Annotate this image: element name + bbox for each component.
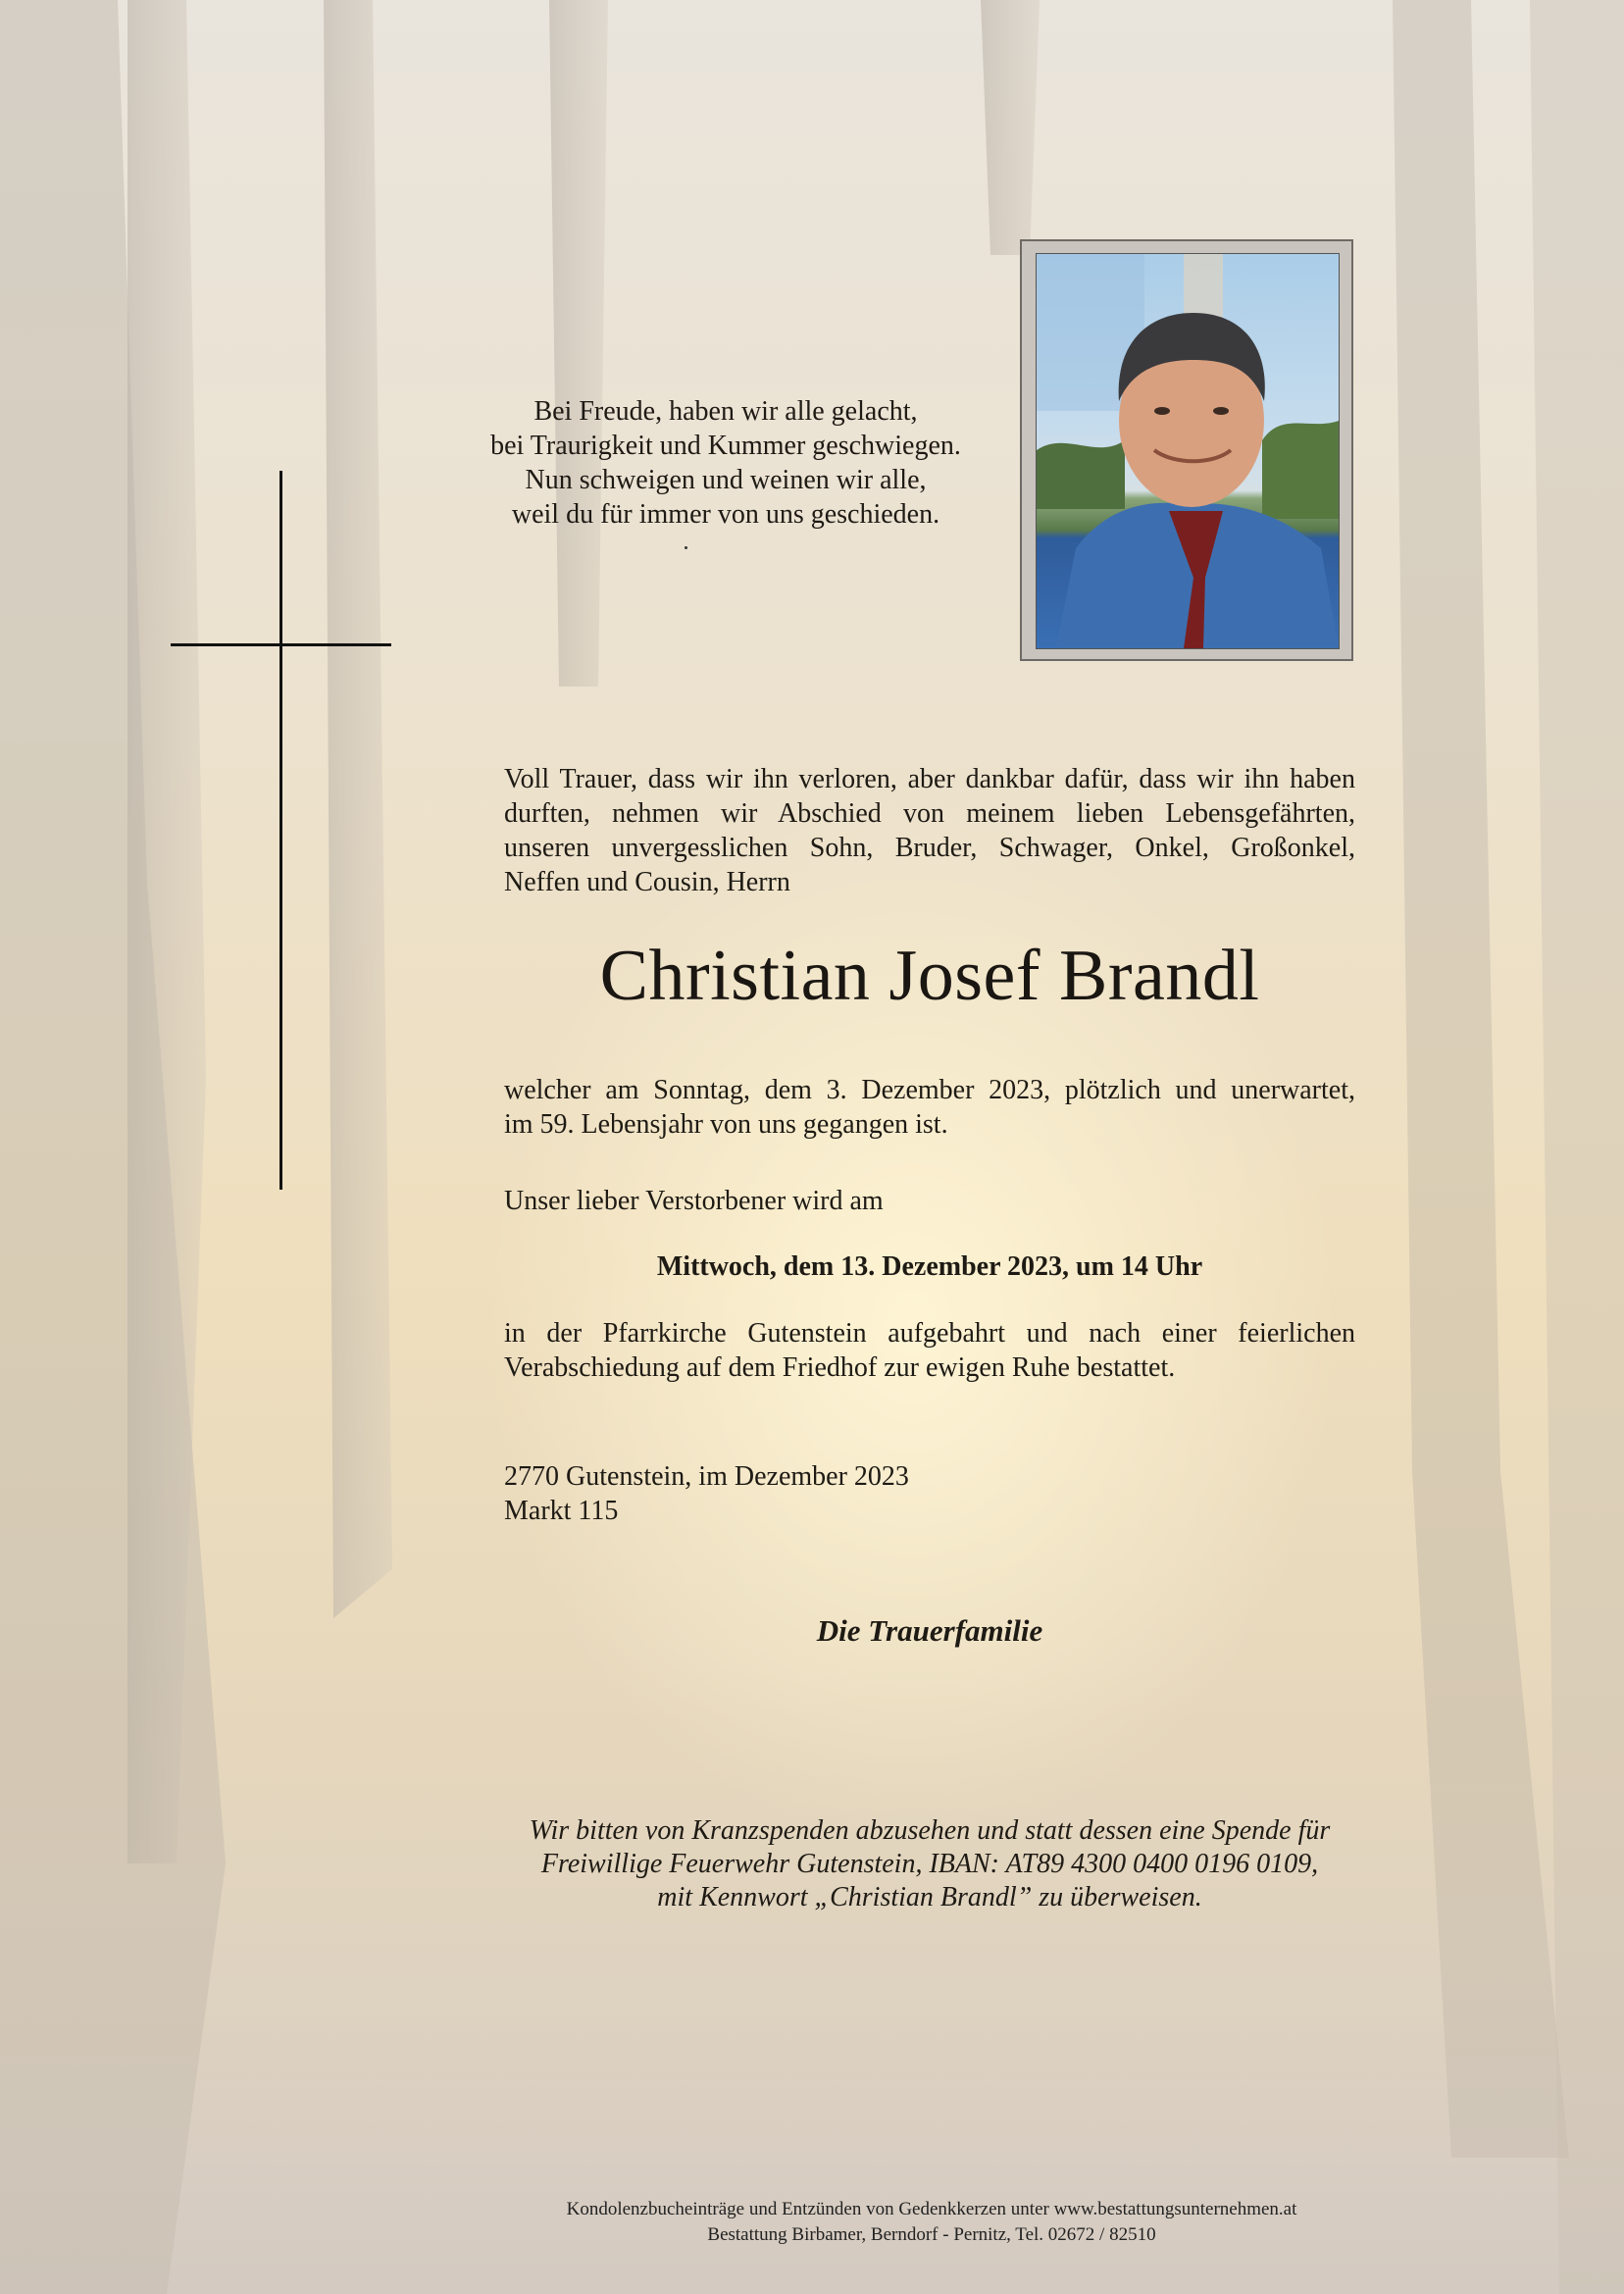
intro-line: durften, nehmen wir Abschied von meinem lieben Lebensgefährten, [504, 798, 1355, 829]
place-line: 2770 Gutenstein, im Dezember 2023 [504, 1461, 909, 1492]
funeral-details-line: Verabschiedung auf dem Friedhof zur ewigen Ruhe bestattet. [504, 1352, 1176, 1383]
poem-line: Bei Freude, haben wir alle gelacht, [533, 396, 918, 427]
address-line: Markt 115 [504, 1496, 619, 1526]
footer-condolence-line: Kondolenzbucheinträge und Entzünden von Gedenkkerzen unter www.bestattungsunternehmen.at [566, 2199, 1297, 2219]
portrait-illustration [1037, 254, 1339, 648]
intro-paragraph [504, 762, 1355, 899]
donation-line: mit Kennwort „Christian Brandl” zu überweisen. [657, 1882, 1202, 1912]
cross-horizontal-bar [171, 643, 391, 646]
cross-vertical-bar [279, 471, 282, 1190]
ornament-dot [685, 546, 687, 549]
funeral-date: Mittwoch, dem 13. Dezember 2023, um 14 Uhr [656, 1251, 1203, 1282]
funeral-lead: Unser lieber Verstorbener wird am [504, 1186, 884, 1216]
poem-line: Nun schweigen und weinen wir alle, [525, 465, 927, 495]
deceased-name: Christian Josef Brandl [599, 936, 1260, 1016]
death-notice-line: welcher am Sonntag, dem 3. Dezember 2023, plötzlich und unerwartet, [504, 1075, 1355, 1105]
place-and-date [504, 1459, 909, 1528]
portrait-frame [1020, 239, 1353, 661]
donation-line: Freiwillige Feuerwehr Gutenstein, IBAN: AT89 4300 0400 0196 0109, [540, 1849, 1319, 1879]
portrait-photo [1036, 253, 1340, 649]
footer [392, 2197, 1471, 2248]
donation-request [461, 1814, 1398, 1914]
funeral-details-line: in der Pfarrkirche Gutenstein aufgebahrt und nach einer feierlichen [504, 1318, 1355, 1349]
poem-line: weil du für immer von uns geschieden. [511, 499, 940, 530]
poem-line: bei Traurigkeit und Kummer geschwiegen. [490, 431, 961, 461]
footer-undertaker-line: Bestattung Birbamer, Berndorf - Pernitz, Tel. 02672 / 82510 [707, 2224, 1156, 2245]
intro-line: Neffen und Cousin, Herrn [504, 867, 790, 897]
death-notice-line: im 59. Lebensjahr von uns gegangen ist. [504, 1109, 948, 1140]
funeral-details [504, 1316, 1355, 1385]
intro-line: unseren unvergesslichen Sohn, Bruder, Schwager, Onkel, Großonkel, [504, 833, 1355, 863]
intro-line: Voll Trauer, dass wir ihn verloren, aber dankbar dafür, dass wir ihn haben [504, 764, 1355, 794]
memorial-poem [412, 394, 1040, 532]
signature: Die Trauerfamilie [816, 1613, 1043, 1648]
death-notice [504, 1073, 1355, 1142]
donation-line: Wir bitten von Kranzspenden abzusehen und statt dessen eine Spende für [529, 1815, 1331, 1846]
